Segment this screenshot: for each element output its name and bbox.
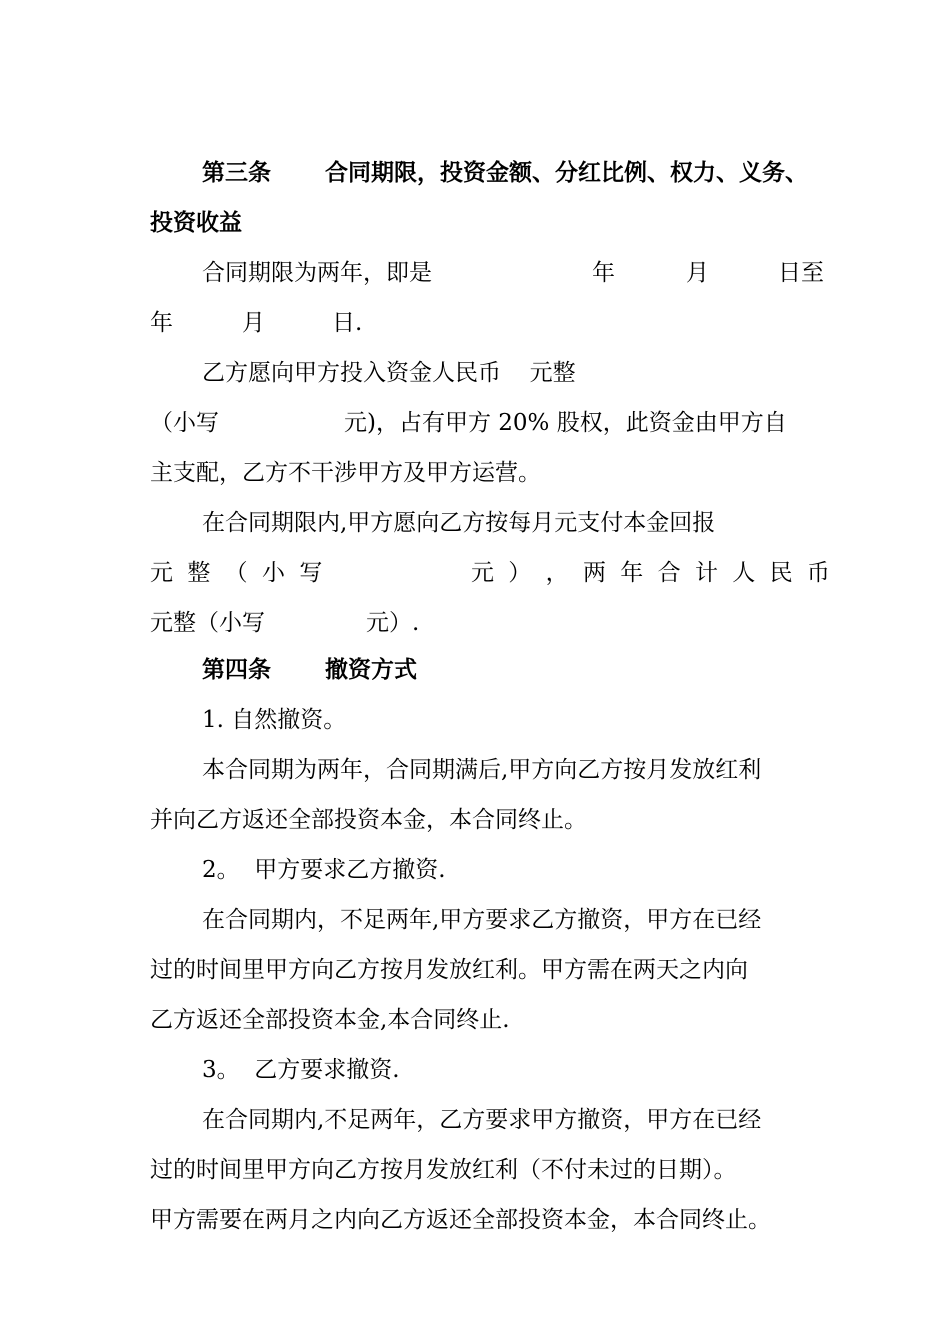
item-2-line-2: 过的时间里甲方向乙方按月发放红利。甲方需在两天之内向 <box>150 957 748 983</box>
term-year-label: 年 <box>592 260 615 286</box>
article-3-heading <box>202 148 830 198</box>
return-char: 人 <box>732 560 756 586</box>
term-day2-label: 日. <box>332 310 363 336</box>
investment-text: 乙方愿向甲方投入资金人民币 <box>202 360 501 386</box>
item-1-line-2: 并向乙方返还全部投资本金，本合同终止。 <box>150 807 587 833</box>
article-4-heading <box>202 645 830 695</box>
article-3-heading-continuation: 投资收益 <box>150 210 242 236</box>
item-3-line-1: 在合同期内,不足两年，乙方要求甲方撤资，甲方在已经 <box>202 1107 762 1133</box>
item-3-title: 3。 乙方要求撤资. <box>202 1057 400 1083</box>
item-2-title: 2。 甲方要求乙方撤资. <box>202 857 446 883</box>
term-year2-label: 年 <box>150 310 173 336</box>
term-day-to-label: 日至 <box>778 260 824 286</box>
return-char: 元 <box>470 560 494 586</box>
item-1-line-1: 本合同期为两年，合同期满后,甲方向乙方按月发放红利 <box>202 757 762 783</box>
return-char: 币 <box>806 560 830 586</box>
return-char: 两 <box>582 560 606 586</box>
article-4-number: 第四条 <box>202 657 271 683</box>
article-3-title: 合同期限，投资金额、分红比例、权力、义务、 <box>325 160 809 186</box>
return-gap <box>337 548 457 598</box>
return-char: 小 <box>261 560 285 586</box>
return-char: 写 <box>299 560 323 586</box>
investment-line-3: 主支配，乙方不干涉甲方及甲方运营。 <box>150 460 541 486</box>
term-intro: 合同期限为两年，即是 <box>202 260 432 286</box>
return-char: 民 <box>769 560 793 586</box>
item-2-line-1: 在合同期内，不足两年,甲方要求乙方撤资，甲方在已经 <box>202 907 762 933</box>
term-month-label: 月 <box>686 260 709 286</box>
return-line-2 <box>150 548 830 598</box>
return-total-open: 元整（小写 <box>150 610 265 636</box>
return-char: 合 <box>657 560 681 586</box>
term-line-1 <box>202 248 830 298</box>
item-3-line-3: 甲方需要在两月之内向乙方返还全部投资本金，本合同终止。 <box>150 1207 771 1233</box>
article-3-number: 第三条 <box>202 160 271 186</box>
article-4-title: 撤资方式 <box>325 657 418 683</box>
return-total-close: 元）. <box>366 610 420 636</box>
term-month2-label: 月 <box>242 310 265 336</box>
return-char: ） <box>508 560 532 586</box>
return-char: ， <box>545 560 569 586</box>
term-line-2 <box>150 298 830 348</box>
item-3-line-2: 过的时间里甲方向乙方按月发放红利（不付未过的日期）。 <box>150 1157 737 1183</box>
return-char: 整 <box>187 560 211 586</box>
return-char: 年 <box>620 560 644 586</box>
investment-line-2 <box>150 398 830 448</box>
return-line-1: 在合同期限内,甲方愿向乙方按每月元支付本金回报 <box>202 510 716 536</box>
return-line-3 <box>150 598 830 648</box>
investment-unit: 元整 <box>529 360 576 386</box>
investment-lowercase-open: （小写 <box>150 410 219 436</box>
return-char: 计 <box>694 560 718 586</box>
item-1-title: 1. 自然撤资。 <box>202 707 347 733</box>
investment-share-text: 元)，占有甲方 20% 股权，此资金由甲方自 <box>344 410 787 436</box>
investment-line-1 <box>202 348 830 398</box>
return-char: 元 <box>150 560 173 586</box>
item-2-line-3: 乙方返还全部投资本金,本合同终止. <box>150 1007 510 1033</box>
return-char: （ <box>224 560 248 586</box>
